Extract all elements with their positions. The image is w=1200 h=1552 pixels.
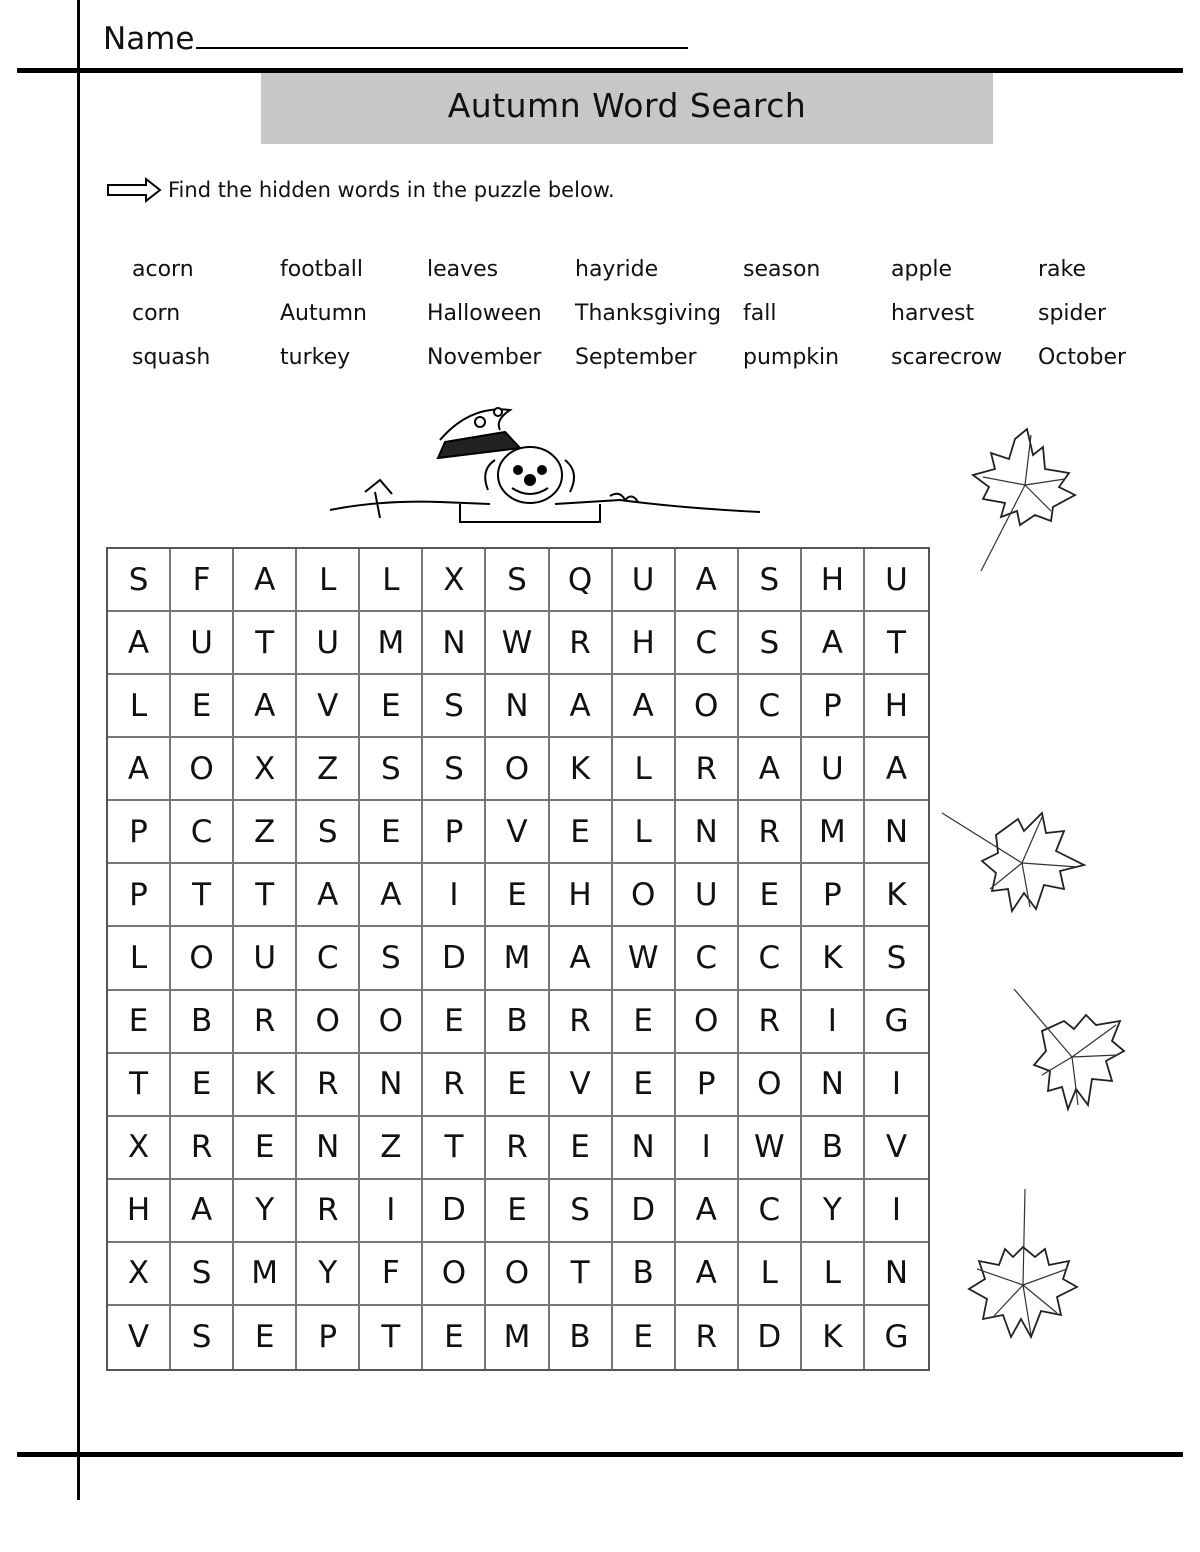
word-bank-item: season [743,257,821,282]
grid-cell[interactable]: N [676,801,739,864]
word-bank-item: Thanksgiving [575,301,722,326]
grid-cell[interactable]: L [613,738,676,801]
grid-cell[interactable]: L [360,549,423,612]
grid-cell[interactable]: P [423,801,486,864]
grid-cell[interactable]: A [676,549,739,612]
grid-cell[interactable]: P [297,1306,360,1369]
grid-cell[interactable]: R [739,801,802,864]
word-search-grid [106,547,930,1371]
grid-cell[interactable]: D [423,1180,486,1243]
word-bank-item: pumpkin [743,345,840,370]
grid-cell[interactable]: O [423,1243,486,1306]
grid-cell[interactable]: Y [802,1180,865,1243]
grid-cell[interactable]: E [486,1180,549,1243]
grid-cell[interactable]: M [360,612,423,675]
word-bank-item: rake [1038,257,1087,282]
grid-cell[interactable]: K [802,1306,865,1369]
page-title: Autumn Word Search [447,86,807,125]
grid-cell[interactable]: N [297,1117,360,1180]
grid-cell[interactable]: M [802,801,865,864]
grid-cell[interactable]: C [676,612,739,675]
grid-cell[interactable]: I [865,1180,928,1243]
grid-cell[interactable]: B [486,991,549,1054]
grid-cell[interactable]: W [739,1117,802,1180]
grid-cell[interactable]: C [739,927,802,990]
grid-cell[interactable]: A [865,738,928,801]
grid-cell[interactable]: R [234,991,297,1054]
grid-cell[interactable]: L [802,1243,865,1306]
grid-cell[interactable]: O [676,991,739,1054]
grid-cell[interactable]: S [360,927,423,990]
grid-cell[interactable]: U [613,549,676,612]
grid-cell[interactable]: A [676,1243,739,1306]
instruction-text: Find the hidden words in the puzzle below. [168,178,615,202]
grid-cell[interactable]: K [550,738,613,801]
grid-cell[interactable]: U [802,738,865,801]
name-blank-line [196,47,688,49]
grid-cell[interactable]: S [297,801,360,864]
grid-cell[interactable]: M [234,1243,297,1306]
word-bank-item: Autumn [280,301,367,326]
word-bank-item: apple [891,257,953,282]
word-bank-item: harvest [891,301,975,326]
grid-cell[interactable]: E [171,1054,234,1117]
grid-cell[interactable]: L [613,801,676,864]
grid-cell[interactable]: S [171,1243,234,1306]
grid-cell[interactable]: A [171,1180,234,1243]
word-bank-item: spider [1038,301,1107,326]
grid-cell[interactable]: N [802,1054,865,1117]
grid-cell[interactable]: X [108,1117,171,1180]
grid-cell[interactable]: H [108,1180,171,1243]
grid-cell[interactable]: P [802,675,865,738]
grid-cell[interactable]: T [360,1306,423,1369]
grid-cell[interactable]: E [613,991,676,1054]
grid-cell[interactable]: N [423,612,486,675]
grid-cell[interactable]: C [739,1180,802,1243]
grid-cell[interactable]: T [423,1117,486,1180]
grid-cell[interactable]: H [613,612,676,675]
grid-cell[interactable]: U [171,612,234,675]
grid-cell[interactable]: P [108,864,171,927]
grid-cell[interactable]: S [739,549,802,612]
grid-cell[interactable]: Z [360,1117,423,1180]
grid-cell[interactable]: T [234,864,297,927]
word-bank-item: September [575,345,697,370]
grid-cell[interactable]: Y [234,1180,297,1243]
grid-cell[interactable]: A [550,675,613,738]
maple-leaf-icon [1008,985,1128,1115]
grid-cell[interactable]: R [297,1180,360,1243]
grid-cell[interactable]: E [550,1117,613,1180]
grid-cell[interactable]: I [865,1054,928,1117]
instruction-line [106,172,615,208]
grid-cell[interactable]: S [550,1180,613,1243]
grid-cell[interactable]: O [676,675,739,738]
grid-cell[interactable]: D [613,1180,676,1243]
grid-cell[interactable]: I [423,864,486,927]
grid-cell[interactable]: P [802,864,865,927]
grid-cell[interactable]: R [171,1117,234,1180]
grid-cell[interactable]: A [108,612,171,675]
grid-cell[interactable]: H [550,864,613,927]
grid-cell[interactable]: E [550,801,613,864]
grid-cell[interactable]: K [234,1054,297,1117]
grid-cell[interactable]: A [739,738,802,801]
grid-cell[interactable]: P [676,1054,739,1117]
word-bank-item: corn [132,301,181,326]
grid-cell[interactable]: R [297,1054,360,1117]
grid-cell[interactable]: T [171,864,234,927]
grid-cell[interactable]: D [739,1306,802,1369]
grid-cell[interactable]: A [613,675,676,738]
grid-cell[interactable]: V [550,1054,613,1117]
word-bank-item: squash [132,345,211,370]
word-bank-item: October [1038,345,1127,370]
grid-cell[interactable]: R [676,1306,739,1369]
grid-cell[interactable]: T [108,1054,171,1117]
name-field [103,16,688,62]
grid-cell[interactable]: D [423,927,486,990]
grid-cell[interactable]: A [550,927,613,990]
maple-leaf-icon [965,425,1080,575]
grid-cell[interactable]: X [423,549,486,612]
grid-cell[interactable]: A [234,549,297,612]
grid-cell[interactable]: A [676,1180,739,1243]
grid-cell[interactable]: H [802,549,865,612]
grid-cell[interactable]: L [108,675,171,738]
grid-cell[interactable]: A [802,612,865,675]
grid-cell[interactable]: A [108,738,171,801]
grid-cell[interactable]: E [423,1306,486,1369]
grid-cell[interactable]: A [297,864,360,927]
grid-cell[interactable]: O [360,991,423,1054]
word-bank-item: hayride [575,257,659,282]
grid-cell[interactable]: S [423,738,486,801]
title-banner [261,73,993,144]
grid-cell[interactable]: E [360,801,423,864]
maple-leaf-icon [938,805,1088,920]
grid-cell[interactable]: E [486,864,549,927]
word-bank-item: football [280,257,363,282]
grid-cell[interactable]: I [802,991,865,1054]
grid-cell[interactable]: V [297,675,360,738]
grid-cell[interactable]: X [108,1243,171,1306]
grid-cell[interactable]: S [108,549,171,612]
grid-cell[interactable]: K [865,864,928,927]
grid-cell[interactable]: R [676,738,739,801]
grid-cell[interactable]: A [234,675,297,738]
grid-cell[interactable]: N [865,1243,928,1306]
grid-cell[interactable]: U [234,927,297,990]
grid-cell[interactable]: S [360,738,423,801]
maple-leaf-icon [965,1185,1080,1350]
grid-cell[interactable]: S [739,612,802,675]
grid-cell[interactable]: S [865,927,928,990]
name-label: Name [103,21,195,57]
grid-cell[interactable]: S [171,1306,234,1369]
grid-cell[interactable]: C [676,927,739,990]
grid-cell[interactable]: R [739,991,802,1054]
grid-cell[interactable]: E [234,1117,297,1180]
grid-cell[interactable]: A [360,864,423,927]
grid-cell[interactable]: G [884,1319,909,1356]
grid-cell[interactable]: P [108,801,171,864]
grid-cell[interactable]: K [802,927,865,990]
grid-cell[interactable]: F [360,1243,423,1306]
grid-cell[interactable]: B [613,1243,676,1306]
grid-cell[interactable]: B [171,991,234,1054]
grid-cell[interactable]: T [865,612,928,675]
grid-cell[interactable]: Q [550,549,613,612]
grid-cell[interactable]: I [360,1180,423,1243]
grid-cell[interactable]: R [486,1117,549,1180]
grid-cell[interactable]: E [234,1306,297,1369]
word-bank-item: scarecrow [891,345,1003,370]
margin-line [77,0,80,1500]
grid-cell[interactable]: E [423,991,486,1054]
grid-cell[interactable]: T [234,612,297,675]
grid-cell[interactable]: N [360,1054,423,1117]
grid-cell[interactable]: C [297,927,360,990]
grid-cell[interactable]: S [423,675,486,738]
grid-cell[interactable]: S [486,549,549,612]
grid-cell[interactable]: E [486,1054,549,1117]
grid-cell[interactable]: W [613,927,676,990]
grid-cell[interactable]: L [739,1243,802,1306]
grid-cell[interactable]: U [297,612,360,675]
grid-cell[interactable]: E [360,675,423,738]
grid-cell[interactable]: F [171,549,234,612]
grid-cell[interactable]: E [171,675,234,738]
grid-cell[interactable]: O [297,991,360,1054]
grid-cell[interactable]: I [676,1117,739,1180]
grid-cell[interactable]: E [613,1306,676,1369]
word-bank-item: acorn [132,257,194,282]
grid-cell[interactable]: O [613,864,676,927]
grid-cell[interactable]: W [486,612,549,675]
grid-cell[interactable]: E [739,864,802,927]
grid-cell[interactable]: R [550,612,613,675]
grid-cell[interactable]: E [108,991,171,1054]
grid-cell[interactable]: L [297,549,360,612]
grid-cell[interactable]: R [550,991,613,1054]
word-bank-item: turkey [280,345,351,370]
grid-cell[interactable]: O [739,1054,802,1117]
grid-cell[interactable]: Y [297,1243,360,1306]
grid-cell[interactable]: V [108,1306,171,1369]
grid-cell[interactable]: M [486,927,549,990]
grid-cell[interactable]: Z [297,738,360,801]
grid-cell[interactable]: T [550,1243,613,1306]
grid-cell[interactable]: E [613,1054,676,1117]
grid-cell[interactable]: X [234,738,297,801]
grid-cell[interactable]: M [486,1306,549,1369]
grid-cell[interactable]: N [486,675,549,738]
grid-cell[interactable]: V [865,1117,928,1180]
grid-cell[interactable]: U [676,864,739,927]
grid-cell[interactable]: H [865,675,928,738]
grid-cell[interactable]: B [802,1117,865,1180]
grid-cell[interactable]: C [739,675,802,738]
grid-cell[interactable]: N [613,1117,676,1180]
word-bank-item: leaves [427,257,499,282]
grid-cell[interactable]: O [171,738,234,801]
grid-cell[interactable]: U [865,549,928,612]
scarecrow-illustration [320,400,770,530]
word-bank-item: November [427,345,542,370]
word-bank-item: fall [743,301,777,326]
grid-cell[interactable]: R [423,1054,486,1117]
bottom-rule [17,1452,1183,1457]
grid-cell[interactable]: C [171,801,234,864]
grid-cell[interactable]: L [108,927,171,990]
grid-cell[interactable]: B [550,1306,613,1369]
grid-cell[interactable]: G [865,991,928,1054]
grid-cell[interactable]: O [486,738,549,801]
grid-cell[interactable]: N [865,801,928,864]
grid-cell[interactable]: O [171,927,234,990]
grid-cell[interactable]: O [486,1243,549,1306]
grid-cell[interactable]: Z [234,801,297,864]
grid-cell[interactable]: V [486,801,549,864]
word-bank-item: Halloween [427,301,542,326]
right-arrow-icon [106,176,162,204]
